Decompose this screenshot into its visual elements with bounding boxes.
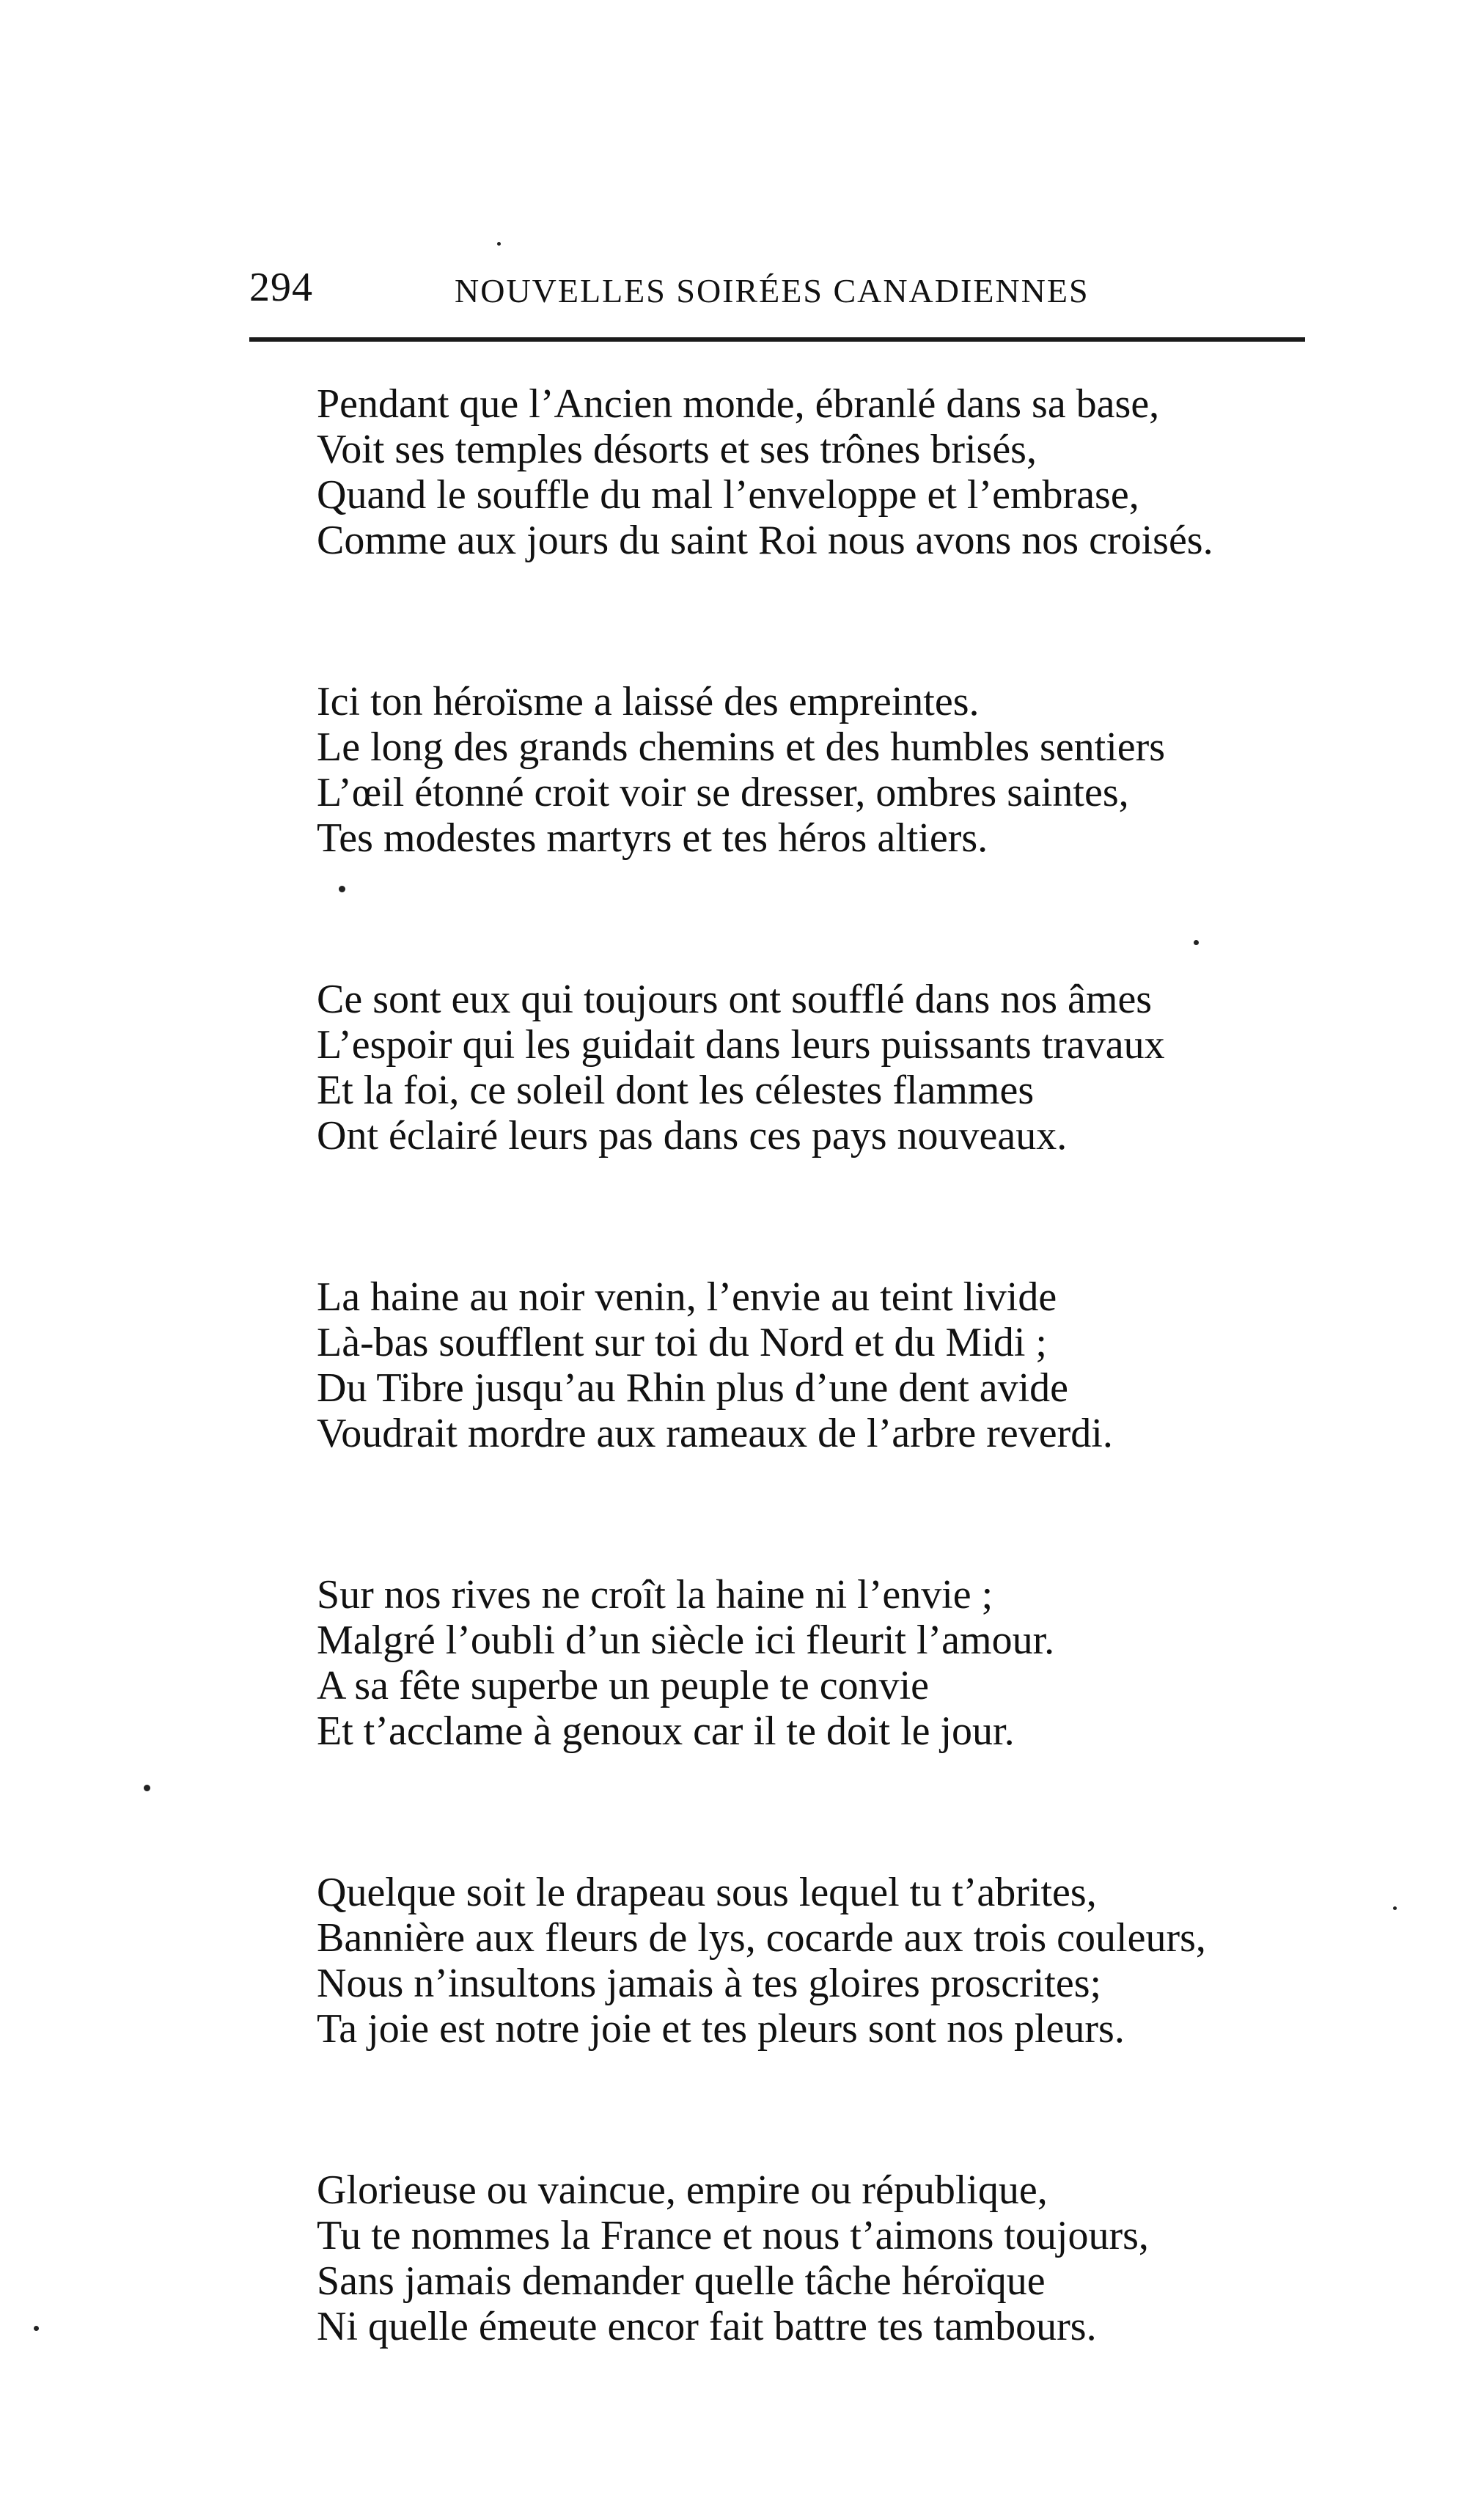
verse-line: Ici ton héroïsme a laissé des empreintes. (317, 679, 980, 724)
header-rule (249, 337, 1305, 342)
verse-line: Quand le souffle du mal l’enveloppe et l’embrase, (317, 472, 1139, 518)
scan-speck (1393, 1906, 1397, 1910)
verse-line: Tes modestes martyrs et tes héros altiers. (317, 815, 988, 861)
verse-line: Sans jamais demander quelle tâche héroïque (317, 2258, 1046, 2304)
verse-line: Glorieuse ou vaincue, empire ou république, (317, 2167, 1048, 2213)
verse-line: Nous n’insultons jamais à tes gloires proscrites; (317, 1961, 1102, 2006)
verse-line: L’espoir qui les guidait dans leurs puissants travaux (317, 1022, 1165, 1068)
scan-speck (339, 886, 345, 892)
verse-line: Ont éclairé leurs pas dans ces pays nouveaux. (317, 1113, 1068, 1159)
verse-line: Le long des grands chemins et des humbles sentiers (317, 724, 1166, 770)
scan-speck (1194, 940, 1199, 945)
page-header (249, 264, 1305, 315)
verse-line: Là-bas soufflent sur toi du Nord et du Midi ; (317, 1320, 1047, 1365)
verse-line: Ce sont eux qui toujours ont soufflé dans nos âmes (317, 977, 1153, 1022)
poem (317, 381, 1299, 2465)
verse-line: Malgré l’oubli d’un siècle ici fleurit l’amour. (317, 1618, 1055, 1663)
verse-line: L’œil étonné croit voir se dresser, ombres saintes, (317, 770, 1129, 815)
stanza-2 (317, 679, 1299, 977)
verse-line: A sa fête superbe un peuple te convie (317, 1663, 930, 1708)
verse-line: Du Tibre jusqu’au Rhin plus d’une dent avide (317, 1365, 1069, 1411)
verse-line: Bannière aux fleurs de lys, cocarde aux trois couleurs, (317, 1915, 1206, 1961)
page-number: 294 (249, 265, 313, 310)
verse-line: Sur nos rives ne croît la haine ni l’envie ; (317, 1572, 993, 1618)
verse-line: Et t’acclame à genoux car il te doit le jour. (317, 1708, 1015, 1754)
stanza-5 (317, 1572, 1299, 1870)
stanza-1 (317, 381, 1299, 679)
scan-speck (144, 1785, 150, 1791)
verse-line: La haine au noir venin, l’envie au teint livide (317, 1274, 1057, 1320)
verse-line: Et la foi, ce soleil dont les célestes flammes (317, 1068, 1035, 1113)
verse-line: Ta joie est notre joie et tes pleurs sont nos pleurs. (317, 2006, 1125, 2052)
stanza-3 (317, 977, 1299, 1274)
verse-line: Voit ses temples désorts et ses trônes brisés, (317, 427, 1037, 472)
scan-speck (497, 242, 501, 246)
verse-line: Tu te nommes la France et nous t’aimons toujours, (317, 2213, 1149, 2258)
scan-speck (34, 2326, 39, 2331)
verse-line: Ni quelle émeute encor fait battre tes tambours. (317, 2304, 1097, 2349)
verse-line: Pendant que l’Ancien monde, ébranlé dans sa base, (317, 381, 1160, 427)
running-title: NOUVELLES SOIRÉES CANADIENNES (455, 272, 1090, 309)
verse-line: Comme aux jours du saint Roi nous avons nos croisés. (317, 518, 1213, 563)
stanza-4 (317, 1274, 1299, 1572)
stanza-6 (317, 1870, 1299, 2167)
verse-line: Quelque soit le drapeau sous lequel tu t’abrites, (317, 1870, 1097, 1915)
stanza-7 (317, 2167, 1299, 2465)
verse-line: Voudrait mordre aux rameaux de l’arbre reverdi. (317, 1411, 1113, 1456)
